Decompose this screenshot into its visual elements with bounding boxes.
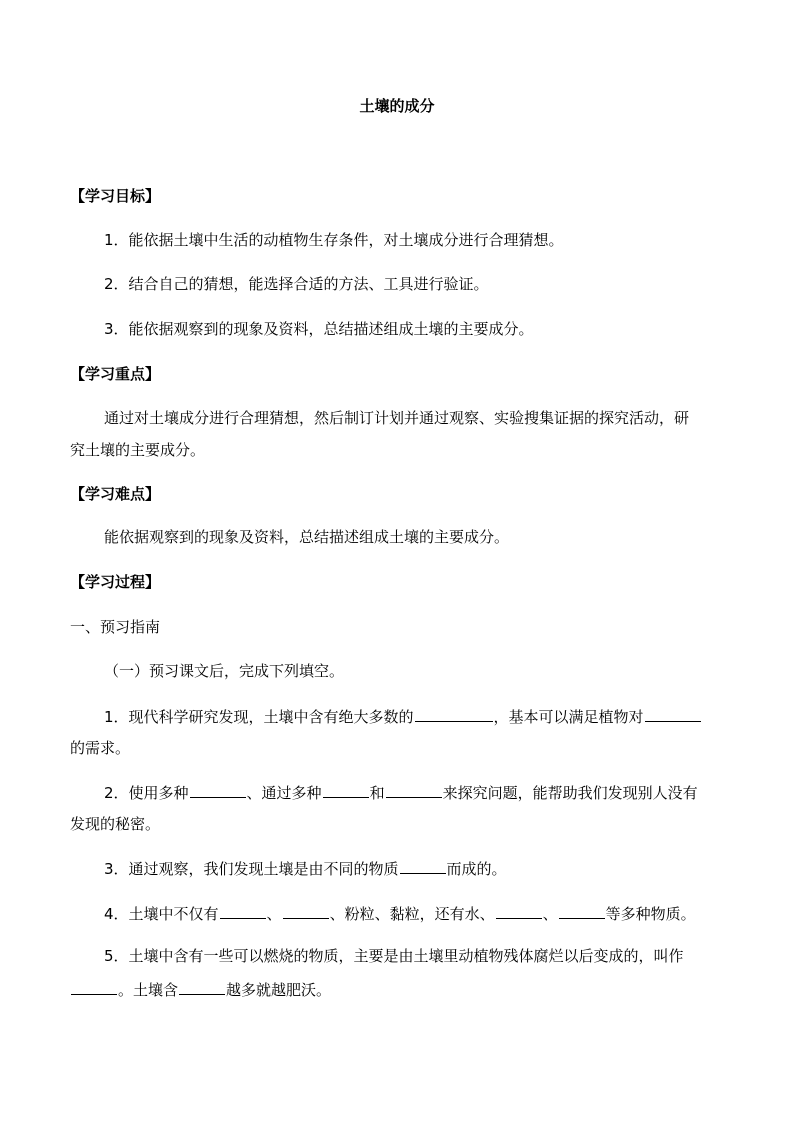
- blank: [323, 782, 369, 798]
- question-4-text-c: 、粉粒、黏粒，还有水、: [329, 905, 495, 923]
- section-title: 一、预习指南: [70, 618, 161, 636]
- blank: [71, 979, 117, 995]
- question-2-text-b: 、通过多种: [246, 784, 322, 802]
- question-1-line-2: 的需求。: [70, 739, 131, 757]
- blank: [559, 903, 605, 919]
- goals-heading: 【学习目标】: [70, 187, 161, 205]
- question-5-line-1: 5．土壤中含有一些可以燃烧的物质，主要是由土壤里动植物残体腐烂以后变成的，叫作: [104, 947, 684, 965]
- blank: [386, 782, 442, 798]
- goal-item-1: 1．能依据土壤中生活的动植物生存条件，对土壤成分进行合理猜想。: [104, 231, 564, 249]
- question-1-text-a: 1．现代科学研究发现，土壤中含有绝大多数的: [104, 708, 414, 726]
- blank: [400, 858, 446, 874]
- key-points-text-2: 究土壤的主要成分。: [70, 441, 206, 459]
- question-4-text-e: 等多种物质。: [605, 905, 696, 923]
- blank: [283, 903, 329, 919]
- question-2-text-a: 2．使用多种: [104, 784, 189, 802]
- key-points-text-1: 通过对土壤成分进行合理猜想，然后制订计划并通过观察、实验搜集证据的探究活动，研: [104, 409, 690, 427]
- question-3-text-a: 3．通过观察，我们发现土壤是由不同的物质: [104, 860, 399, 878]
- question-2-line-1: [104, 782, 698, 803]
- process-heading: 【学习过程】: [70, 573, 161, 591]
- question-5-line-2: [70, 979, 331, 1000]
- page-title: 土壤的成分: [359, 97, 435, 115]
- question-3-line-1: [104, 858, 507, 879]
- question-2-text-c: 和: [369, 784, 385, 802]
- goal-item-3: 3．能依据观察到的现象及资料，总结描述组成土壤的主要成分。: [104, 320, 534, 338]
- question-1-text-b: ，基本可以满足植物对: [493, 708, 644, 726]
- question-5-text-c: 越多就越肥沃。: [226, 981, 332, 999]
- question-4-line-1: [104, 903, 696, 924]
- question-2-text-d: 来探究问题，能帮助我们发现别人没有: [442, 784, 698, 802]
- question-4-text-d: 、: [542, 905, 558, 923]
- blank: [645, 706, 701, 722]
- question-3-text-b: 而成的。: [446, 860, 507, 878]
- key-points-heading: 【学习重点】: [70, 365, 161, 383]
- goal-item-2: 2．结合自己的猜想，能选择合适的方法、工具进行验证。: [104, 275, 489, 293]
- blank: [190, 782, 246, 798]
- subsection-title: （一）预习课文后，完成下列填空。: [104, 662, 345, 680]
- blank: [415, 706, 493, 722]
- question-1-line-1: [104, 706, 702, 727]
- question-4-text-a: 4．土壤中不仅有: [104, 905, 219, 923]
- question-2-line-2: 发现的秘密。: [70, 815, 161, 833]
- question-4-text-b: 、: [266, 905, 282, 923]
- difficulties-text: 能依据观察到的现象及资料，总结描述组成土壤的主要成分。: [104, 528, 510, 546]
- blank: [220, 903, 266, 919]
- question-5-text-b: 。土壤含: [118, 981, 179, 999]
- difficulties-heading: 【学习难点】: [70, 485, 161, 503]
- blank: [496, 903, 542, 919]
- blank: [179, 979, 225, 995]
